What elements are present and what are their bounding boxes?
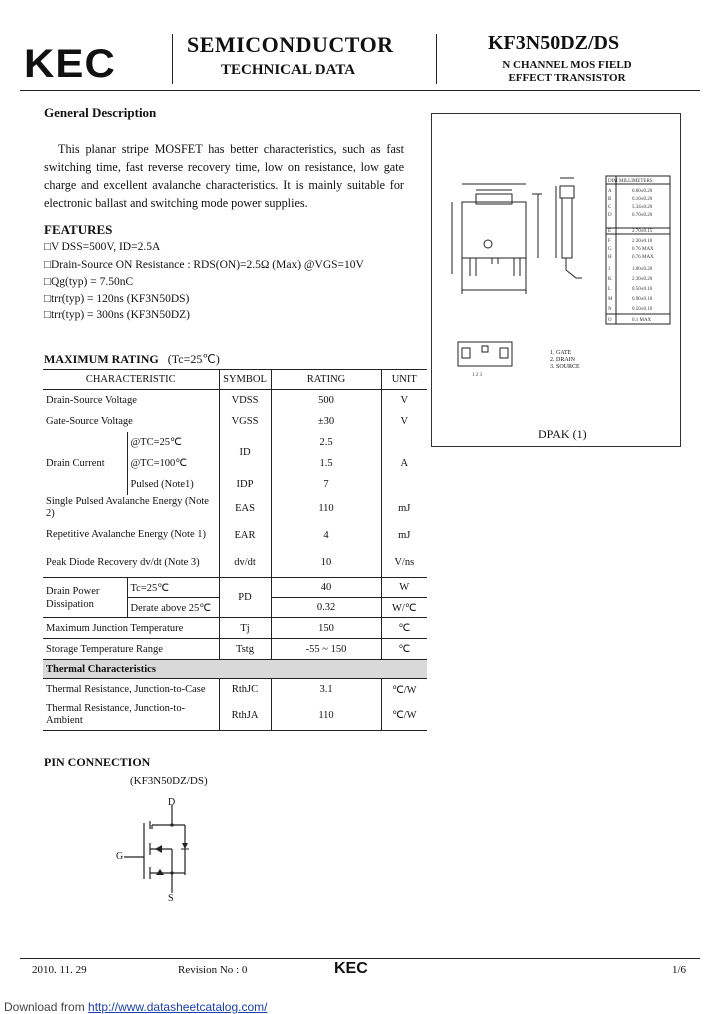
svg-text:K: K xyxy=(608,277,612,282)
svg-text:O: O xyxy=(608,318,612,323)
general-heading: General Description xyxy=(44,105,157,120)
feature-item: □Qg(typ) = 7.50nC xyxy=(44,276,134,288)
pin-list-item: 1. GATE xyxy=(550,350,572,356)
svg-text:A: A xyxy=(608,189,612,194)
svg-text:L: L xyxy=(608,287,612,292)
svg-text:2.70±0.15: 2.70±0.15 xyxy=(632,229,653,234)
svg-text:0.50±0.10: 0.50±0.10 xyxy=(632,307,653,312)
table-row: Thermal Characteristics xyxy=(43,660,427,679)
svg-text:D: D xyxy=(608,213,612,218)
svg-text:1 2 3: 1 2 3 xyxy=(472,373,482,378)
table-row: @TC=100℃ 1.5 xyxy=(43,453,427,474)
svg-text:J: J xyxy=(608,267,610,272)
package-figure xyxy=(431,113,681,447)
svg-text:0.76 MAX: 0.76 MAX xyxy=(632,255,654,260)
svg-text:E: E xyxy=(608,229,612,234)
svg-text:5.34±0.20: 5.34±0.20 xyxy=(632,205,653,210)
table-row: Single Pulsed Avalanche Energy (Note 2) EAS 110 mJ xyxy=(43,495,427,522)
features-heading: FEATURES xyxy=(44,222,113,237)
svg-text:G: G xyxy=(608,247,612,252)
pin-list-item: 3. SOURCE xyxy=(550,364,580,370)
header-subtitle: TECHNICAL DATA xyxy=(221,62,356,78)
svg-text:0.90±0.10: 0.90±0.10 xyxy=(632,297,653,302)
header-divider-2 xyxy=(436,34,437,84)
kec-logo: KEC xyxy=(24,42,116,86)
svg-text:2.30±0.20: 2.30±0.20 xyxy=(632,277,653,282)
device-type-line1: N CHANNEL MOS FIELD xyxy=(502,59,632,71)
pin-label-gate: G xyxy=(116,851,124,862)
svg-text:2.30±0.10: 2.30±0.10 xyxy=(632,239,653,244)
svg-text:0.50±0.10: 0.50±0.10 xyxy=(632,287,653,292)
svg-text:6.10±0.20: 6.10±0.20 xyxy=(632,197,653,202)
device-type xyxy=(462,59,672,85)
table-row: Repetitive Avalanche Energy (Note 1) EAR 4 mJ xyxy=(43,522,427,549)
footer-rule xyxy=(20,958,700,959)
table-row: Thermal Resistance, Junction-to-Ambient RthJA 110 ℃/W xyxy=(43,701,427,731)
header-divider xyxy=(172,34,173,84)
footer-revision: Revision No : 0 xyxy=(178,964,248,976)
feature-item: □Drain-Source ON Resistance : RDS(ON)=2.5Ω (Max) @VGS=10V xyxy=(44,259,364,271)
feature-item: □trr(typ) = 120ns (KF3N50DS) xyxy=(44,293,190,305)
mosfet-symbol xyxy=(110,795,220,910)
feature-item: □trr(typ) = 300ns (KF3N50DZ) xyxy=(44,309,190,321)
table-row: Drain-Source Voltage VDSS 500 V xyxy=(43,390,427,411)
part-number: KF3N50DZ/DS xyxy=(488,32,620,54)
table-row: Pulsed (Note1) IDP 7 xyxy=(43,474,427,495)
svg-text:6.60±0.20: 6.60±0.20 xyxy=(632,189,653,194)
table-row: Drain Current @TC=25℃ ID 2.5 A xyxy=(43,432,427,453)
table-row: Peak Diode Recovery dv/dt (Note 3) dv/dt 10 V/ns xyxy=(43,549,427,578)
svg-text:0.76 MAX: 0.76 MAX xyxy=(632,247,654,252)
footer-date: 2010. 11. 29 xyxy=(32,964,87,976)
table-row: Thermal Resistance, Junction-to-Case RthJC 3.1 ℃/W xyxy=(43,679,427,701)
pin-label-drain: D xyxy=(168,797,176,808)
table-row: Derate above 25℃ 0.32 W/℃ xyxy=(43,598,427,618)
col-unit: UNIT xyxy=(391,374,417,385)
footer-logo: KEC xyxy=(334,960,368,977)
col-symbol: SYMBOL xyxy=(219,370,271,390)
svg-text:F: F xyxy=(608,239,611,244)
svg-text:1.00±0.20: 1.00±0.20 xyxy=(632,267,653,272)
pin-connection-sub: (KF3N50DZ/DS) xyxy=(130,775,208,787)
pin-list-item: 2. DRAIN xyxy=(550,357,575,363)
svg-text:C: C xyxy=(608,205,612,210)
package-label: DPAK (1) xyxy=(538,427,587,441)
feature-item: □V DSS=500V, ID=2.5A xyxy=(44,241,161,253)
pin-list xyxy=(550,350,580,371)
header-rule xyxy=(20,90,700,91)
header-title: SEMICONDUCTOR xyxy=(187,32,394,57)
svg-text:DIM MILLIMETERS: DIM MILLIMETERS xyxy=(608,179,653,184)
table-row: Gate-Source Voltage VGSS ±30 V xyxy=(43,411,427,432)
device-type-line2: EFFECT TRANSISTOR xyxy=(508,72,626,84)
col-rating: RATING xyxy=(271,370,381,390)
footer-page: 1/6 xyxy=(672,964,687,976)
max-rating-table xyxy=(43,369,427,731)
table-row: Maximum Junction Temperature Tj 150 ℃ xyxy=(43,618,427,639)
svg-text:0.70±0.20: 0.70±0.20 xyxy=(632,213,653,218)
table-row: Drain Power Dissipation Tc=25℃ PD 40 W xyxy=(43,578,427,598)
svg-text:M: M xyxy=(608,297,613,302)
download-label: Download from xyxy=(4,1000,85,1014)
svg-text:B: B xyxy=(608,197,612,202)
general-text: This planar stripe MOSFET has better characteristics, such as fast switching time, fast reverse recovery time, low on resistance, low gate charge and excellent avalanche characteristics. It is mainly suitable for electronic ballast and switching mode power supplies. xyxy=(44,142,404,210)
pin-connection-heading: PIN CONNECTION xyxy=(44,755,151,769)
col-characteristic: CHARACTERISTIC xyxy=(43,370,219,390)
download-link[interactable]: http://www.datasheetcatalog.com/ xyxy=(88,1000,268,1014)
table-row: Storage Temperature Range Tstg -55 ~ 150 ℃ xyxy=(43,639,427,660)
svg-text:N: N xyxy=(608,307,612,312)
pin-label-source: S xyxy=(168,893,174,904)
dpak-outline-drawing xyxy=(432,114,680,446)
max-rating-heading: MAXIMUM RATING (Tc=25℃) xyxy=(44,352,220,366)
svg-text:H: H xyxy=(608,255,612,260)
svg-text:0.1 MAX: 0.1 MAX xyxy=(632,318,652,323)
